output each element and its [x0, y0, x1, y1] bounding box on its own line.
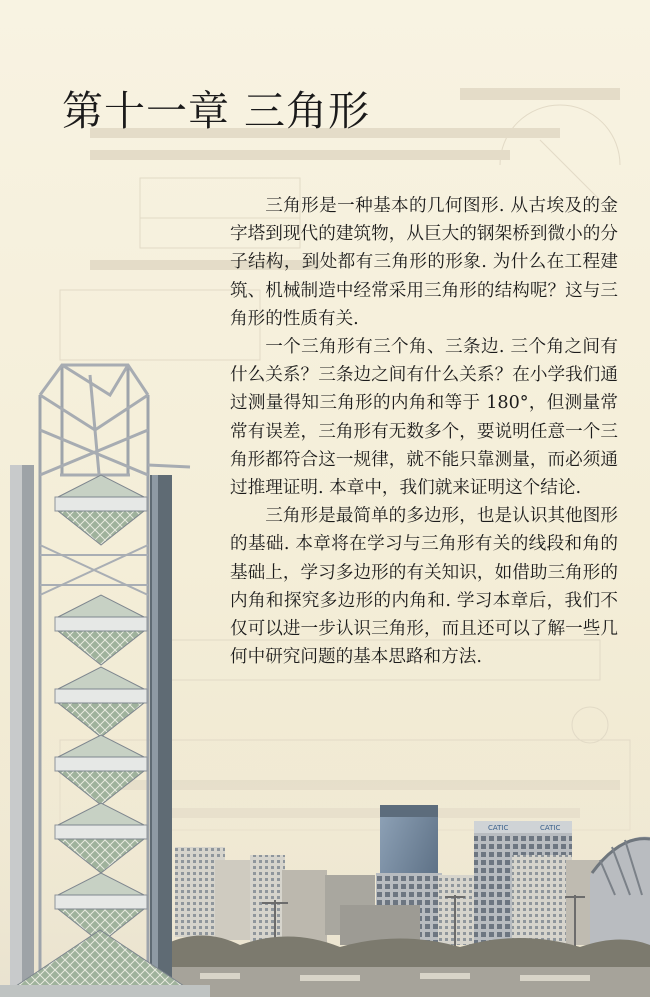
- chapter-title: 第十一章 三角形: [62, 87, 371, 135]
- paragraph: 三角形是一种基本的几何图形. 从古埃及的金字塔到现代的建筑物，从巨大的钢架桥到微小的分子结构，到处都有三角形的形象. 为什么在工程建筑、机械制造中经常采用三角形的结构呢？这与三角形的性质有关.: [230, 196, 618, 329]
- building-sign-right: CATIC: [540, 824, 561, 832]
- paragraph: 一个三角形有三个角、三条边. 三个角之间有什么关系？三条边之间有什么关系？在小学我们通过测量得知三角形的内角和等于 180°，但测量常常有误差，三角形有无数多个，要说明任意一个三角形都符合这一规律，就不能只靠测量，而必须通过推理证明. 本章中，我们就来证明这个结论.: [230, 337, 618, 499]
- paragraph: 三角形是最简单的多边形，也是认识其他图形的基础. 本章将在学习与三角形有关的线段和角的基础上，学习多边形的有关知识，如借助三角形的内角和探究多边形的内角和. 学习本章后，我们不仅可以进一步认识三角形，而且还可以了解一些几何中研究问题的基本思路和方法.: [230, 506, 618, 668]
- tower-skyline-illustration: [0, 355, 650, 997]
- building-sign-left: CATIC: [488, 824, 509, 832]
